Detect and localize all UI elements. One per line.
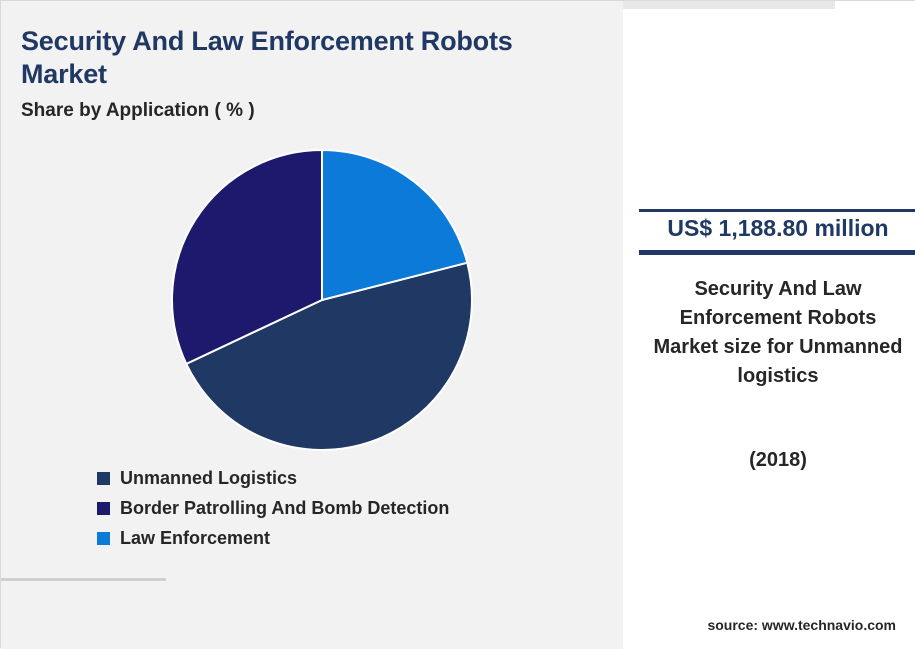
chart-subtitle: Share by Application ( % )	[21, 100, 255, 121]
chart-panel	[1, 1, 623, 649]
legend-item-border-patrolling[interactable]	[97, 493, 617, 523]
legend-swatch-icon	[97, 472, 110, 485]
legend-item-unmanned-logistics[interactable]	[97, 463, 617, 493]
callout-rule-top	[639, 209, 915, 212]
legend-label: Border Patrolling And Bomb Detection	[120, 497, 450, 518]
chart-legend	[97, 463, 617, 553]
legend-swatch-icon	[97, 532, 110, 545]
callout-description: Security And Law Enforcement Robots Market size for Unmanned logistics	[653, 278, 903, 387]
divider	[1, 578, 166, 581]
callout-panel	[623, 1, 915, 649]
callout-year: (2018)	[749, 449, 807, 471]
legend-swatch-icon	[97, 502, 110, 515]
legend-label: Law Enforcement	[120, 527, 271, 548]
pie-chart	[171, 149, 473, 451]
pie-chart-svg	[171, 149, 473, 451]
legend-label: Unmanned Logistics	[120, 467, 298, 488]
top-accent-band	[623, 1, 835, 9]
legend-item-law-enforcement[interactable]	[97, 523, 617, 553]
source-label: source: www.technavio.com	[707, 617, 896, 633]
callout-rule-bottom	[639, 250, 915, 255]
page-title: Security And Law Enforcement Robots Market	[21, 26, 513, 89]
callout-value: US$ 1,188.80 million	[667, 215, 889, 241]
